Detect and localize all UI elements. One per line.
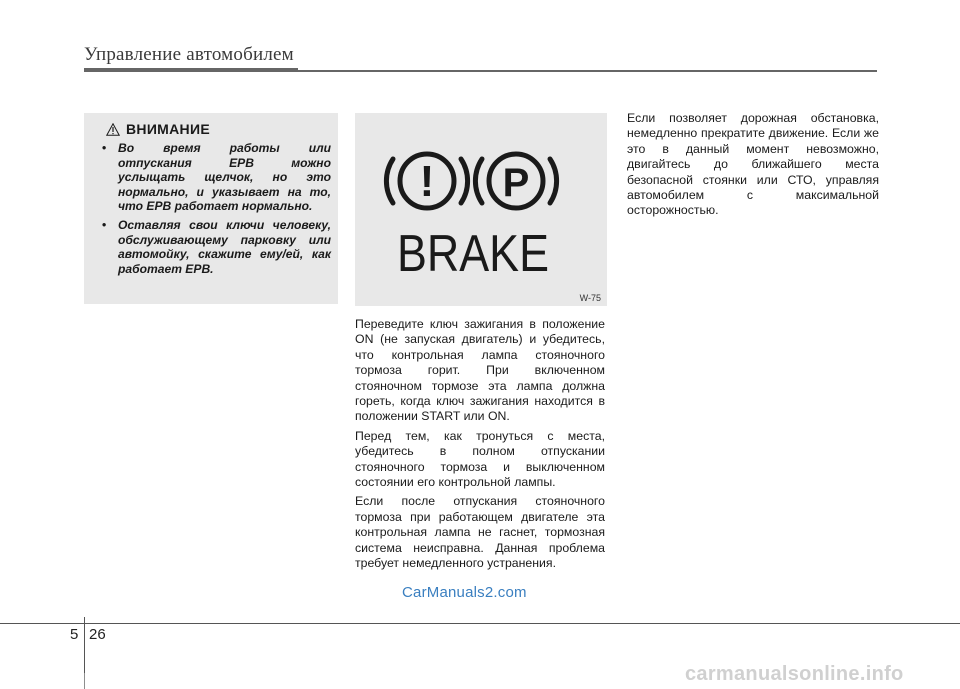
warning-header xyxy=(106,121,331,137)
warning-list xyxy=(102,141,331,276)
paragraph: Переведите ключ зажигания в положение ON (не запуская двигатель) и убедитесь, что контрольная лампа стояночного тормоза горит. При включенном стояночном тормозе эта лампа должна гореть, когда ключ зажигания находится в положении START или ON. xyxy=(355,317,605,424)
figure-code: W-75 xyxy=(579,293,601,303)
warning-item-text: Оставляя свои ключи человеку, обслуживающему парковку или автомойку, скажите ему/ей, как работает EPB. xyxy=(118,217,331,276)
header-rule-accent xyxy=(84,68,298,72)
warning-triangle-icon xyxy=(106,123,120,136)
chapter-number: 5 xyxy=(70,626,79,643)
park-letter: P xyxy=(502,161,530,205)
brake-lamp-figure xyxy=(355,113,607,306)
warning-box xyxy=(84,113,338,304)
page-number: 26 xyxy=(89,626,106,643)
column-2-body xyxy=(355,317,605,576)
paragraph: Перед тем, как тронуться с места, убедитесь в полном отпускании стояночного тормоза и выключенном состоянии его контрольной лампы. xyxy=(355,428,605,490)
paragraph: Если после отпускания стояночного тормоза при работающем двигателе эта контрольная лампа не гаснет, тормозная система неисправна. Данная проблема требует немедленного устранения. xyxy=(355,494,605,571)
bullet: • xyxy=(102,141,107,155)
paragraph: Если позволяет дорожная обстановка, немедленно прекратите движение. Если же это в данный момент невозможно, двигайтесь до ближайшего места безопасной стоянки или СТО, управляя автомобилем с максимальной осторожностью. xyxy=(627,111,879,218)
bullet: • xyxy=(102,217,107,232)
brake-warning-icon xyxy=(355,113,607,306)
warning-title: ВНИМАНИЕ xyxy=(126,121,210,137)
footer-rule xyxy=(0,623,960,624)
brake-label: BRAKE xyxy=(397,225,549,283)
exclamation-mark: ! xyxy=(419,157,435,206)
watermark-text: carmanualsonline.info xyxy=(685,663,904,685)
watermark-link[interactable]: CarManuals2.com xyxy=(402,584,527,601)
warning-item-text: Во время работы или отпускания EPB можно услыщать щелчок, но это нормально, и указывает на то, что EPB работает нормально. xyxy=(118,141,331,214)
warning-item xyxy=(102,218,331,276)
warning-item xyxy=(102,141,331,214)
column-3-body xyxy=(627,111,879,219)
page-header-title: Управление автомобилем xyxy=(84,44,294,65)
